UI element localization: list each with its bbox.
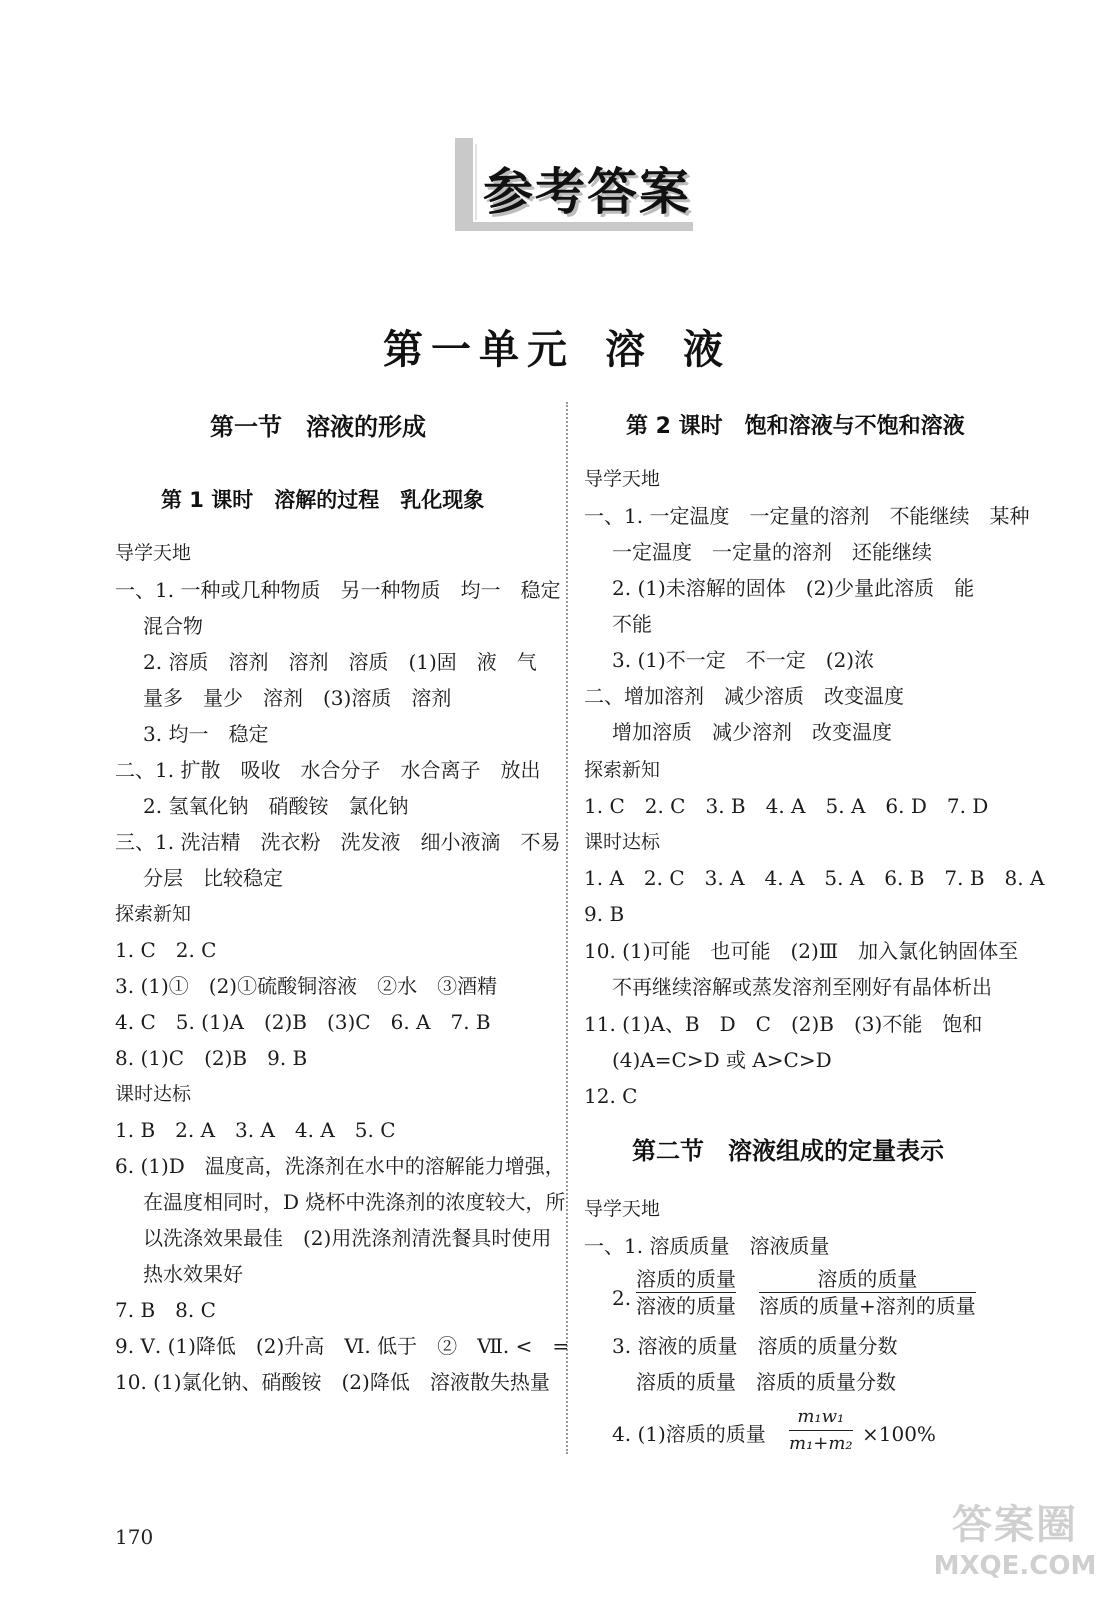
answer-line: 混合物 — [143, 614, 203, 638]
fraction-numerator: 溶质的质量 — [636, 1267, 736, 1291]
watermark-url: MXQE.COM — [933, 1551, 1097, 1581]
answer-line: 二、增加溶剂 减少溶质 改变温度 — [584, 684, 904, 708]
answer-line: 2. 氢氧化钠 硝酸铵 氯化钠 — [143, 794, 409, 818]
answer-line: 12. C — [584, 1084, 638, 1108]
fraction-numerator: m₁w₁ — [797, 1406, 845, 1427]
practice-label: 课时达标 — [115, 1083, 192, 1105]
column-divider — [566, 402, 568, 1454]
practice-label: 课时达标 — [584, 831, 661, 853]
answer-line: 2. (1)未溶解的固体 (2)少量此溶质 能 — [612, 576, 975, 600]
fraction-denominator: m₁+m₂ — [789, 1430, 853, 1457]
answer-line: 9. Ⅴ. (1)降低 (2)升高 Ⅵ. 低于 ② Ⅶ. < = — [115, 1334, 570, 1358]
answer-line: (4)A=C>D 或 A>C>D — [612, 1048, 832, 1072]
answer-line: 溶质的质量 溶质的质量分数 — [636, 1370, 896, 1394]
unit-title-number: 第一单元 — [383, 326, 575, 373]
guide-label: 导学天地 — [584, 1198, 661, 1220]
answer-line: 一、1. 一定温度 一定量的溶剂 不能继续 某种 — [584, 504, 1030, 528]
answer-line: 3. 溶液的质量 溶质的质量分数 — [612, 1334, 898, 1358]
unit-title-word-1: 溶 — [605, 326, 653, 373]
answer-line: 增加溶质 减少溶剂 改变温度 — [612, 720, 892, 744]
mass-fraction-formula — [636, 1266, 736, 1319]
answer-line: 分层 比较稳定 — [143, 866, 283, 890]
lesson-title: 第 2 课时 饱和溶液与不饱和溶液 — [626, 414, 965, 439]
section-title: 第二节 溶液组成的定量表示 — [632, 1137, 944, 1165]
answer-line: 二、1. 扩散 吸收 水合分子 水合离子 放出 — [115, 758, 541, 782]
answer-line: 一、1. 一种或几种物质 另一种物质 均一 稳定 — [115, 578, 561, 602]
mass-fraction-formula-expanded — [759, 1266, 976, 1319]
answer-line: 不能 — [612, 612, 652, 636]
explore-label: 探索新知 — [115, 903, 192, 925]
answer-line: 不再继续溶解或蒸发溶剂至刚好有晶体析出 — [612, 975, 992, 999]
answer-number: 2. — [612, 1286, 632, 1310]
answer-line: 1. C 2. C 3. B 4. A 5. A 6. D 7. D — [584, 794, 989, 818]
header-frame-vertical — [455, 138, 473, 230]
guide-label: 导学天地 — [115, 542, 192, 564]
answer-line: 7. B 8. C — [115, 1298, 216, 1322]
answer-key-header — [455, 138, 693, 236]
answer-line: 10. (1)氯化钠、硝酸铵 (2)降低 溶液散失热量 — [115, 1370, 550, 1394]
header-title: 参考答案 — [483, 163, 691, 221]
answer-line: 4. (1)溶质的质量 — [612, 1422, 766, 1446]
answer-line: 量多 量少 溶剂 (3)溶质 溶剂 — [143, 686, 452, 710]
lesson-title: 第 1 课时 溶解的过程 乳化现象 — [161, 488, 485, 512]
percent-factor: ×100% — [862, 1422, 936, 1446]
answer-line: 3. 均一 稳定 — [143, 722, 269, 746]
answer-line: 4. C 5. (1)A (2)B (3)C 6. A 7. B — [115, 1010, 491, 1034]
answer-line: 1. A 2. C 3. A 4. A 5. A 6. B 7. B 8. A — [584, 866, 1045, 890]
answer-line: 热水效果好 — [143, 1262, 243, 1286]
fraction-numerator: 溶质的质量 — [817, 1267, 918, 1291]
unit-title-word-2: 液 — [683, 326, 731, 373]
answer-line: 9. B — [584, 902, 625, 926]
answer-line: 一、1. 溶质质量 溶液质量 — [584, 1234, 830, 1258]
answer-line: 6. (1)D 温度高，洗涤剂在水中的溶解能力增强， — [115, 1154, 565, 1178]
page-number: 170 — [115, 1525, 154, 1549]
answer-line: 10. (1)可能 也可能 (2)Ⅲ 加入氯化钠固体至 — [584, 939, 1019, 963]
answer-line: 在温度相同时，D 烧杯中洗涤剂的浓度较大，所 — [143, 1190, 566, 1214]
answer-line: 三、1. 洗洁精 洗衣粉 洗发液 细小液滴 不易 — [115, 830, 561, 854]
answer-line: 以洗涤效果最佳 (2)用洗涤剂清洗餐具时使用 — [143, 1226, 552, 1250]
answer-line: 一定温度 一定量的溶剂 还能继续 — [612, 540, 932, 564]
watermark-text: 答案圈 — [952, 1502, 1078, 1548]
answer-line: 2. 溶质 溶剂 溶剂 溶质 (1)固 液 气 — [143, 650, 537, 674]
answer-line: 8. (1)C (2)B 9. B — [115, 1046, 308, 1070]
section-title: 第一节 溶液的形成 — [210, 413, 426, 441]
watermark-logo — [930, 1500, 1100, 1595]
answer-line: 11. (1)A、B D C (2)B (3)不能 饱和 — [584, 1012, 983, 1036]
answer-line: 3. (1)① (2)①硫酸铜溶液 ②水 ③酒精 — [115, 974, 498, 998]
answer-line: 1. C 2. C — [115, 938, 217, 962]
fraction-denominator: 溶液的质量 — [636, 1294, 736, 1318]
unit-title — [0, 318, 1114, 375]
header-frame-inner — [475, 144, 477, 220]
answer-line: 3. (1)不一定 不一定 (2)浓 — [612, 648, 875, 672]
solute-mass-formula — [789, 1404, 853, 1457]
fraction-denominator: 溶质的质量+溶剂的质量 — [759, 1294, 976, 1318]
guide-label: 导学天地 — [584, 468, 661, 490]
explore-label: 探索新知 — [584, 759, 661, 781]
answer-line: 1. B 2. A 3. A 4. A 5. C — [115, 1118, 396, 1142]
